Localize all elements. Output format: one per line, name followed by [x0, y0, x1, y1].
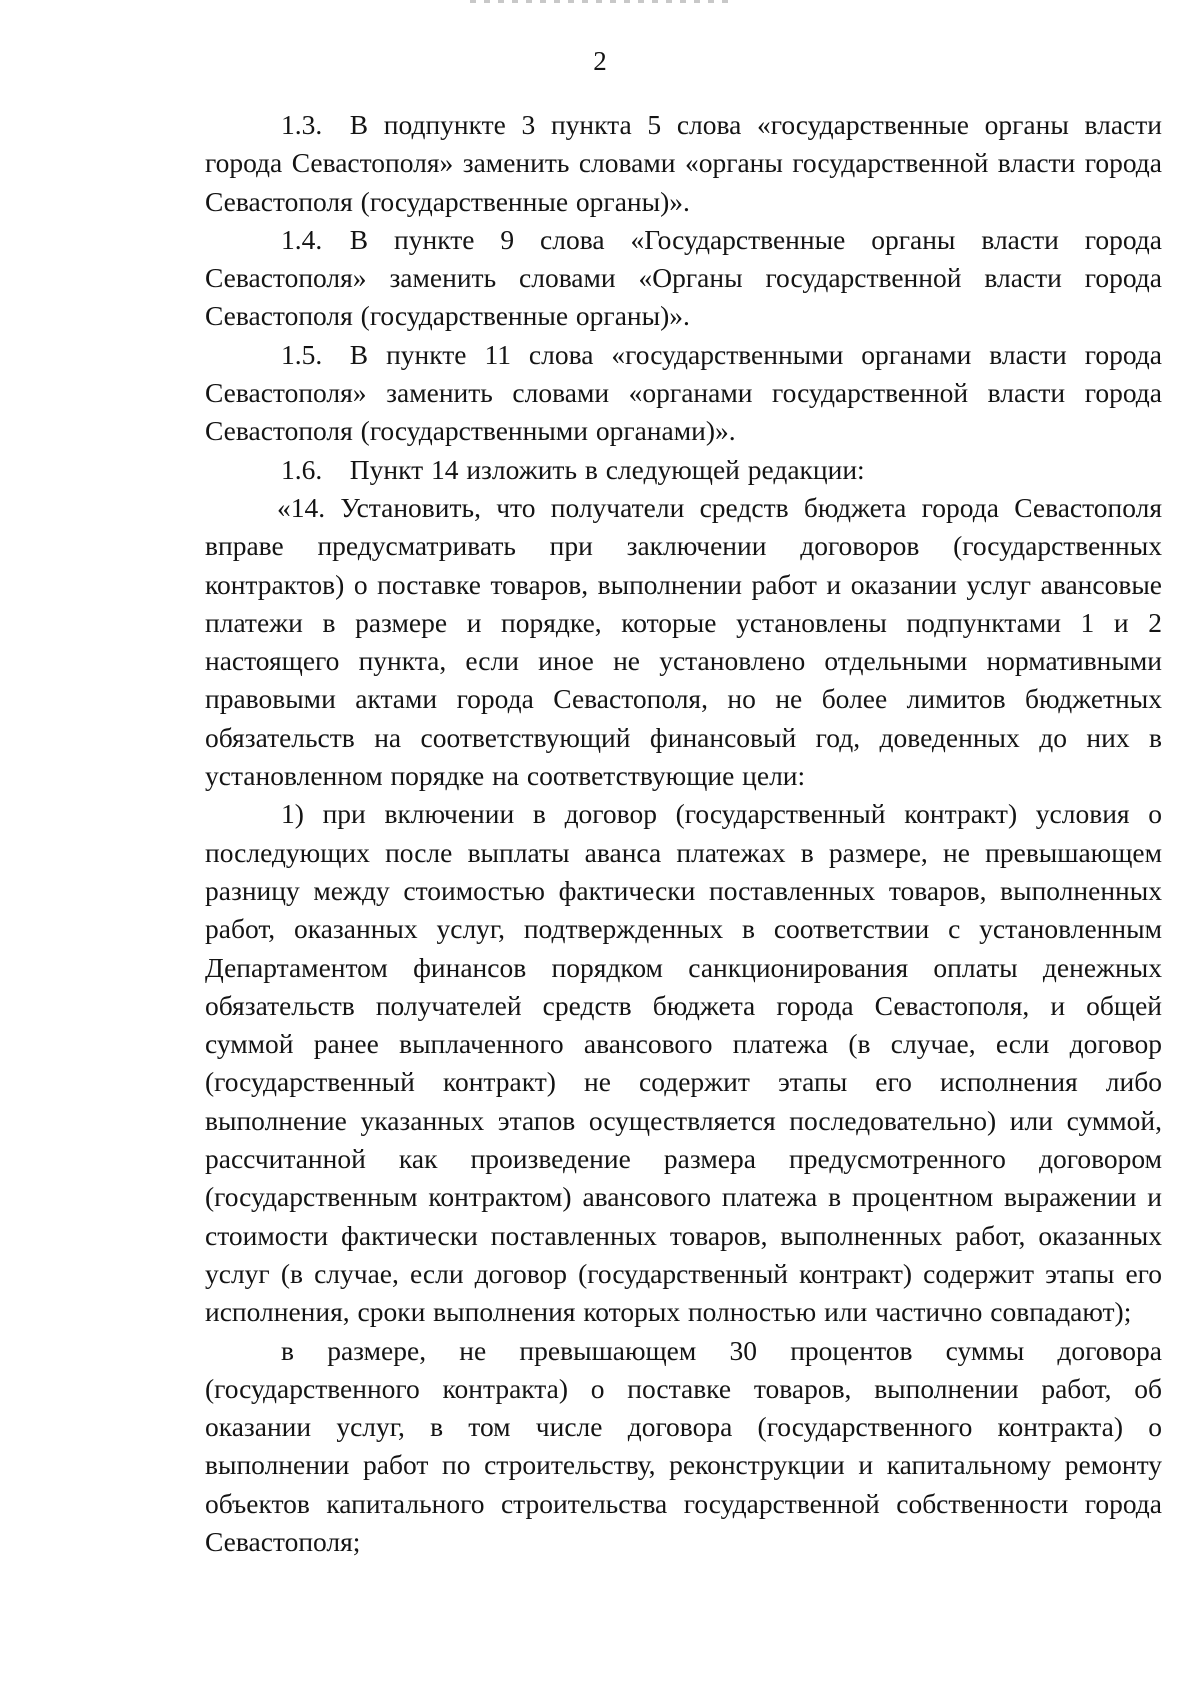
page-number: 2 [593, 46, 607, 76]
scan-artifact [470, 0, 730, 3]
paragraph-1-6: 1.6. Пункт 14 изложить в следующей редакции: [281, 453, 865, 485]
paragraph-item-14: «14. Установить, что получатели средств бюджета города Севастополя вправе предусматривать при заключении договоров (государственных контрактов) о поставке товаров, выполнении работ и оказании услуг авансовые платежи в размере и порядке, которые установлены подпунктами 1 и 2 настоящего пункта, если иное не установлено отдельными нормативными правовыми актами города Севастополя, но не более лимитов бюджетных обязательств на соответствующий финансовый год, доведенных до них в установленном порядке на соответствующие цели: [205, 491, 1162, 792]
paragraph-advance-limit: в размере, не превышающем 30 процентов суммы договора (государственного контракта) о поставке товаров, выполнении работ, об оказании услуг, в том числе договора (государственного контракта) о выполнении работ по строительству, реконструкции и капитальному ремонту объектов капитального строительства государственной собственности города Севастополя; [205, 1334, 1162, 1557]
paragraph-1-4: 1.4. В пункте 9 слова «Государственные органы власти города Севастополя» заменить словами «Органы государственной власти города Севастополя (государственные органы)». [205, 223, 1162, 332]
paragraph-1-5: 1.5. В пункте 11 слова «государственными органами власти города Севастополя» заменить словами «органами государственной власти города Севастополя (государственными органами)». [205, 338, 1162, 447]
paragraph-1-3: 1.3. В подпункте 3 пункта 5 слова «государственные органы власти города Севастополя» заменить словами «органы государственной власти города Севастополя (государственные органы)». [205, 109, 1162, 217]
paragraph-subitem-1: 1) при включении в договор (государственный контракт) условия о последующих после выплаты аванса платежах в размере, не превышающем разницу между стоимостью фактически поставленных товаров, выполненных работ, оказанных услуг, подтвержденных в соответствии с установленным Департаментом финансов порядком санкционирования оплаты денежных обязательств получателей средств бюджета города Севастополя, и общей суммой ранее выплаченного авансового платежа (в случае, если договор (государственный контракт) не содержит этапы его исполнения либо выполнение указанных этапов осуществляется последовательно) или суммой, рассчитанной как произведение размера предусмотренного договором (государственным контрактом) авансового платежа в процентном выражении и стоимости фактически поставленных товаров, выполненных работ, оказанных услуг (в случае, если договор (государственный контракт) содержит этапы его исполнения, сроки выполнения которых полностью или частично совпадают); [205, 798, 1162, 1328]
document-body [205, 106, 1162, 1561]
